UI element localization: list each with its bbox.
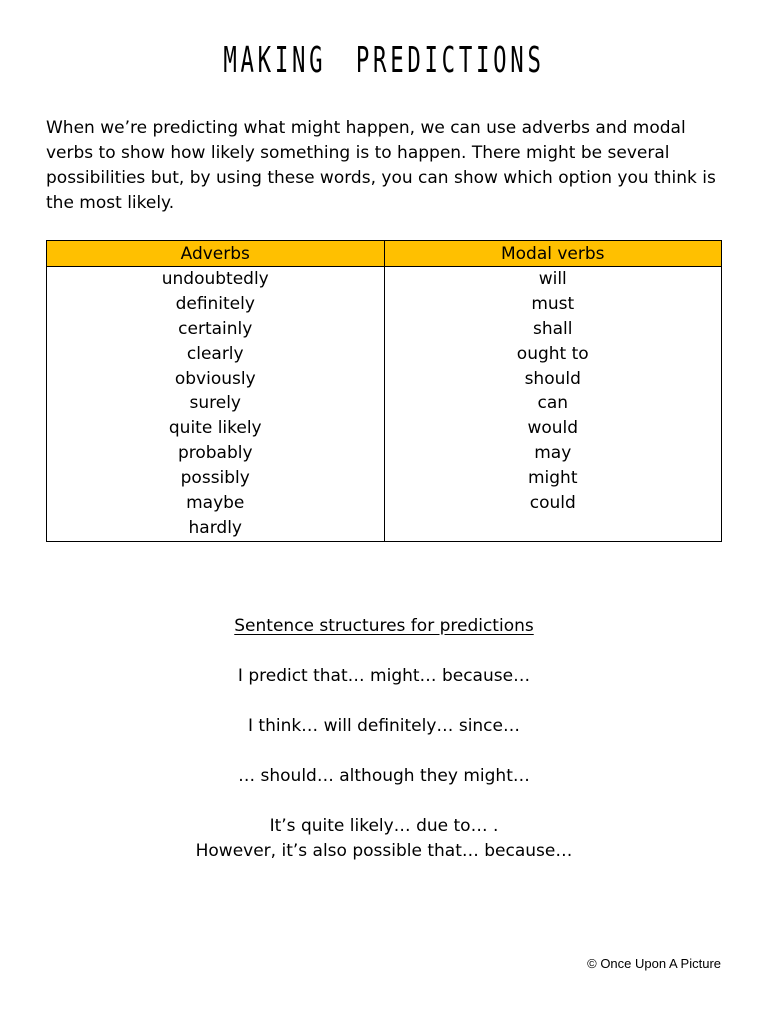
adverb-item: clearly [186, 343, 244, 364]
adverb-item: surely [189, 393, 241, 414]
modal-verb-item: can [537, 393, 569, 414]
modal-verb-item: should [524, 368, 581, 389]
spacer [0, 739, 768, 764]
modal-verb-item: would [527, 418, 579, 439]
spacer [0, 789, 768, 814]
sentence-structure: However, it’s also possible that… because… [195, 841, 573, 861]
modal-verbs-column-header: Modal verbs [384, 241, 722, 267]
adverb-item: certainly [178, 318, 253, 339]
copyright-notice: © Once Upon A Picture [587, 956, 721, 971]
modal-verb-item: might [527, 468, 578, 489]
sentence-structure: I predict that… might… because… [237, 666, 531, 686]
table-body-row [47, 267, 722, 542]
adverb-item: quite likely [168, 418, 262, 439]
adverbs-column-header: Adverbs [47, 241, 385, 267]
adverb-item: hardly [188, 517, 242, 538]
sentence-structure: It’s quite likely… due to… . [269, 816, 499, 836]
page-title: MAKING PREDICTIONS [223, 40, 545, 81]
adverbs-list [47, 267, 384, 541]
modal-verb-item: could [529, 493, 576, 514]
adverb-item: possibly [180, 468, 250, 489]
sentence-structure: I think… will definitely… since… [247, 716, 520, 736]
table-header-row [47, 241, 722, 267]
adverb-item: undoubtedly [161, 269, 269, 289]
modal-verb-item: shall [533, 318, 573, 339]
modal-verb-item: ought to [516, 343, 589, 364]
sentence-structures-section [0, 614, 768, 864]
modal-verb-item: will [538, 269, 567, 289]
sentence-structures-heading: Sentence structures for predictions [234, 616, 534, 636]
adverb-item: probably [177, 443, 253, 464]
modal-verb-item: may [534, 443, 572, 464]
sentence-structure: … should… although they might… [238, 766, 530, 786]
adverb-item: definitely [175, 293, 255, 314]
adverb-item: obviously [174, 368, 256, 389]
word-table [46, 240, 722, 542]
spacer [0, 689, 768, 714]
modal-verb-item: must [531, 293, 575, 314]
modal-verbs-cell [384, 267, 722, 542]
adverb-item: maybe [186, 493, 245, 514]
adverbs-cell [47, 267, 385, 542]
modal-verbs-list [385, 267, 722, 516]
intro-paragraph: When we’re predicting what might happen, we can use adverbs and modal verbs to show how likely something is to happen. There might be several possibilities but, by using these words, you can show which option you think is the most likely. [46, 118, 716, 213]
spacer [0, 639, 768, 664]
